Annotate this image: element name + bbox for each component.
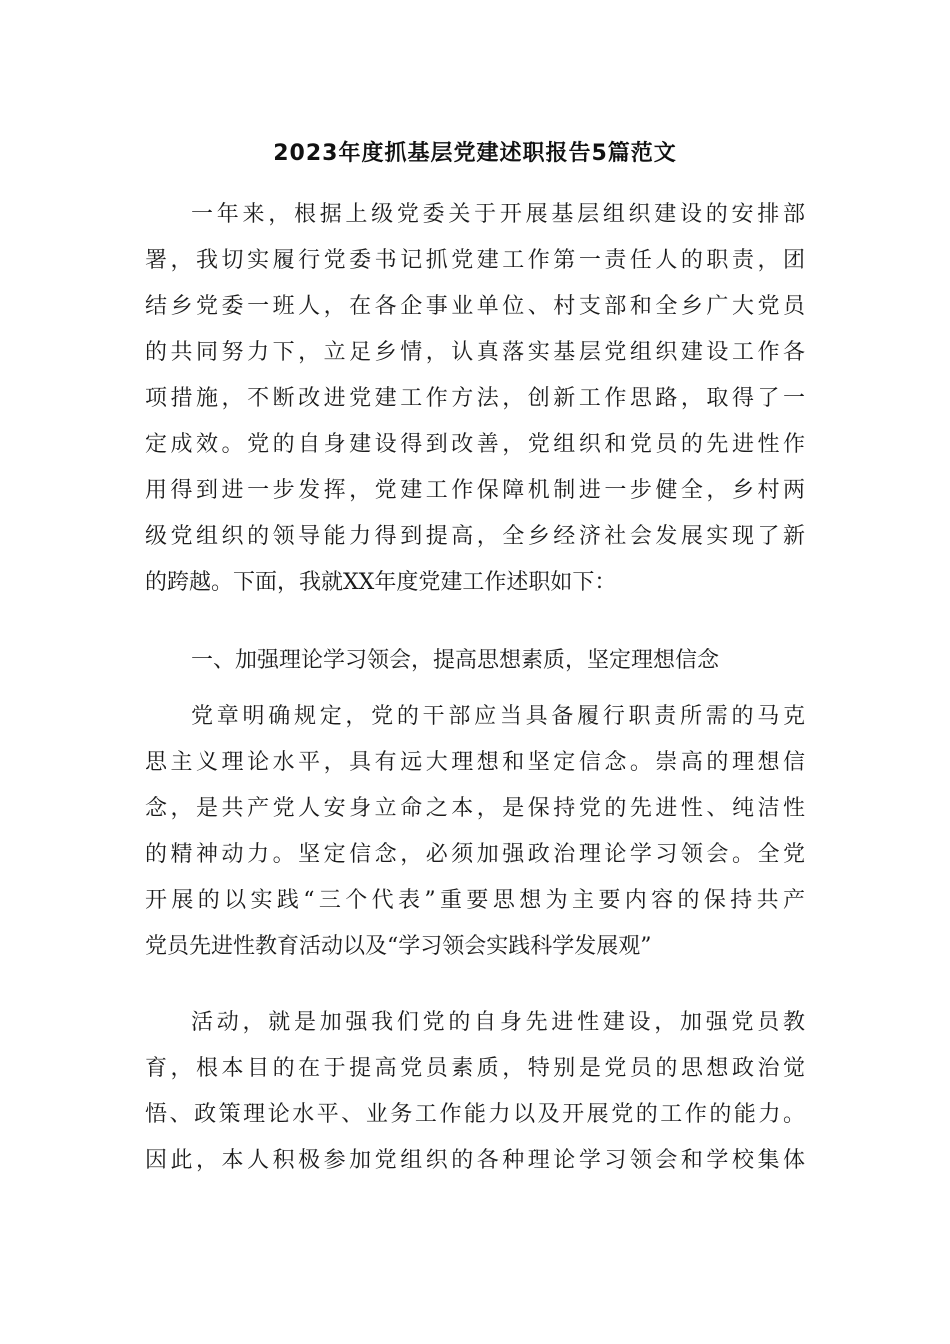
paragraph-line: 的共同努力下，立足乡情，认真落实基层党组织建设工作各 (145, 340, 805, 365)
section-heading: 一、加强理论学习领会，提高思想素质，坚定理想信念 (191, 648, 720, 673)
paragraph-line: 一年来，根据上级党委关于开展基层组织建设的安排部 (191, 202, 805, 227)
paragraph-line: 署，我切实履行党委书记抓党建工作第一责任人的职责，团 (145, 248, 805, 273)
paragraph-line: 的跨越。下面，我就XX年度党建工作述职如下： (145, 570, 617, 595)
paragraph-line: 念，是共产党人安身立命之本，是保持党的先进性、纯洁性 (145, 796, 805, 821)
paragraph-line: 结乡党委一班人，在各企事业单位、村支部和全乡广大党员 (145, 294, 805, 319)
paragraph-line: 用得到进一步发挥，党建工作保障机制进一步健全，乡村两 (145, 478, 805, 503)
paragraph-line: 育，根本目的在于提高党员素质，特别是党员的思想政治觉 (145, 1056, 805, 1081)
paragraph-line: 定成效。党的自身建设得到改善，党组织和党员的先进性作 (145, 432, 805, 457)
paragraph-line: 党章明确规定，党的干部应当具备履行职责所需的马克 (191, 704, 805, 729)
paragraph-line: 党员先进性教育活动以及“学习领会实践科学发展观” (145, 934, 652, 959)
paragraph-line: 项措施，不断改进党建工作方法，创新工作思路，取得了一 (145, 386, 805, 411)
paragraph-line: 因此，本人积极参加党组织的各种理论学习领会和学校集体 (145, 1148, 805, 1173)
paragraph-line: 悟、政策理论水平、业务工作能力以及开展党的工作的能力。 (145, 1102, 805, 1127)
document-title: 2023年度抓基层党建述职报告5篇范文 (273, 141, 677, 166)
paragraph-line: 的精神动力。坚定信念，必须加强政治理论学习领会。全党 (145, 842, 805, 867)
paragraph-line: 思主义理论水平，具有远大理想和坚定信念。崇高的理想信 (145, 750, 805, 775)
paragraph-line: 开展的以实践“三个代表”重要思想为主要内容的保持共产 (145, 888, 805, 913)
paragraph-line: 级党组织的领导能力得到提高，全乡经济社会发展实现了新 (145, 524, 805, 549)
paragraph-line: 活动，就是加强我们党的自身先进性建设，加强党员教 (191, 1010, 805, 1035)
